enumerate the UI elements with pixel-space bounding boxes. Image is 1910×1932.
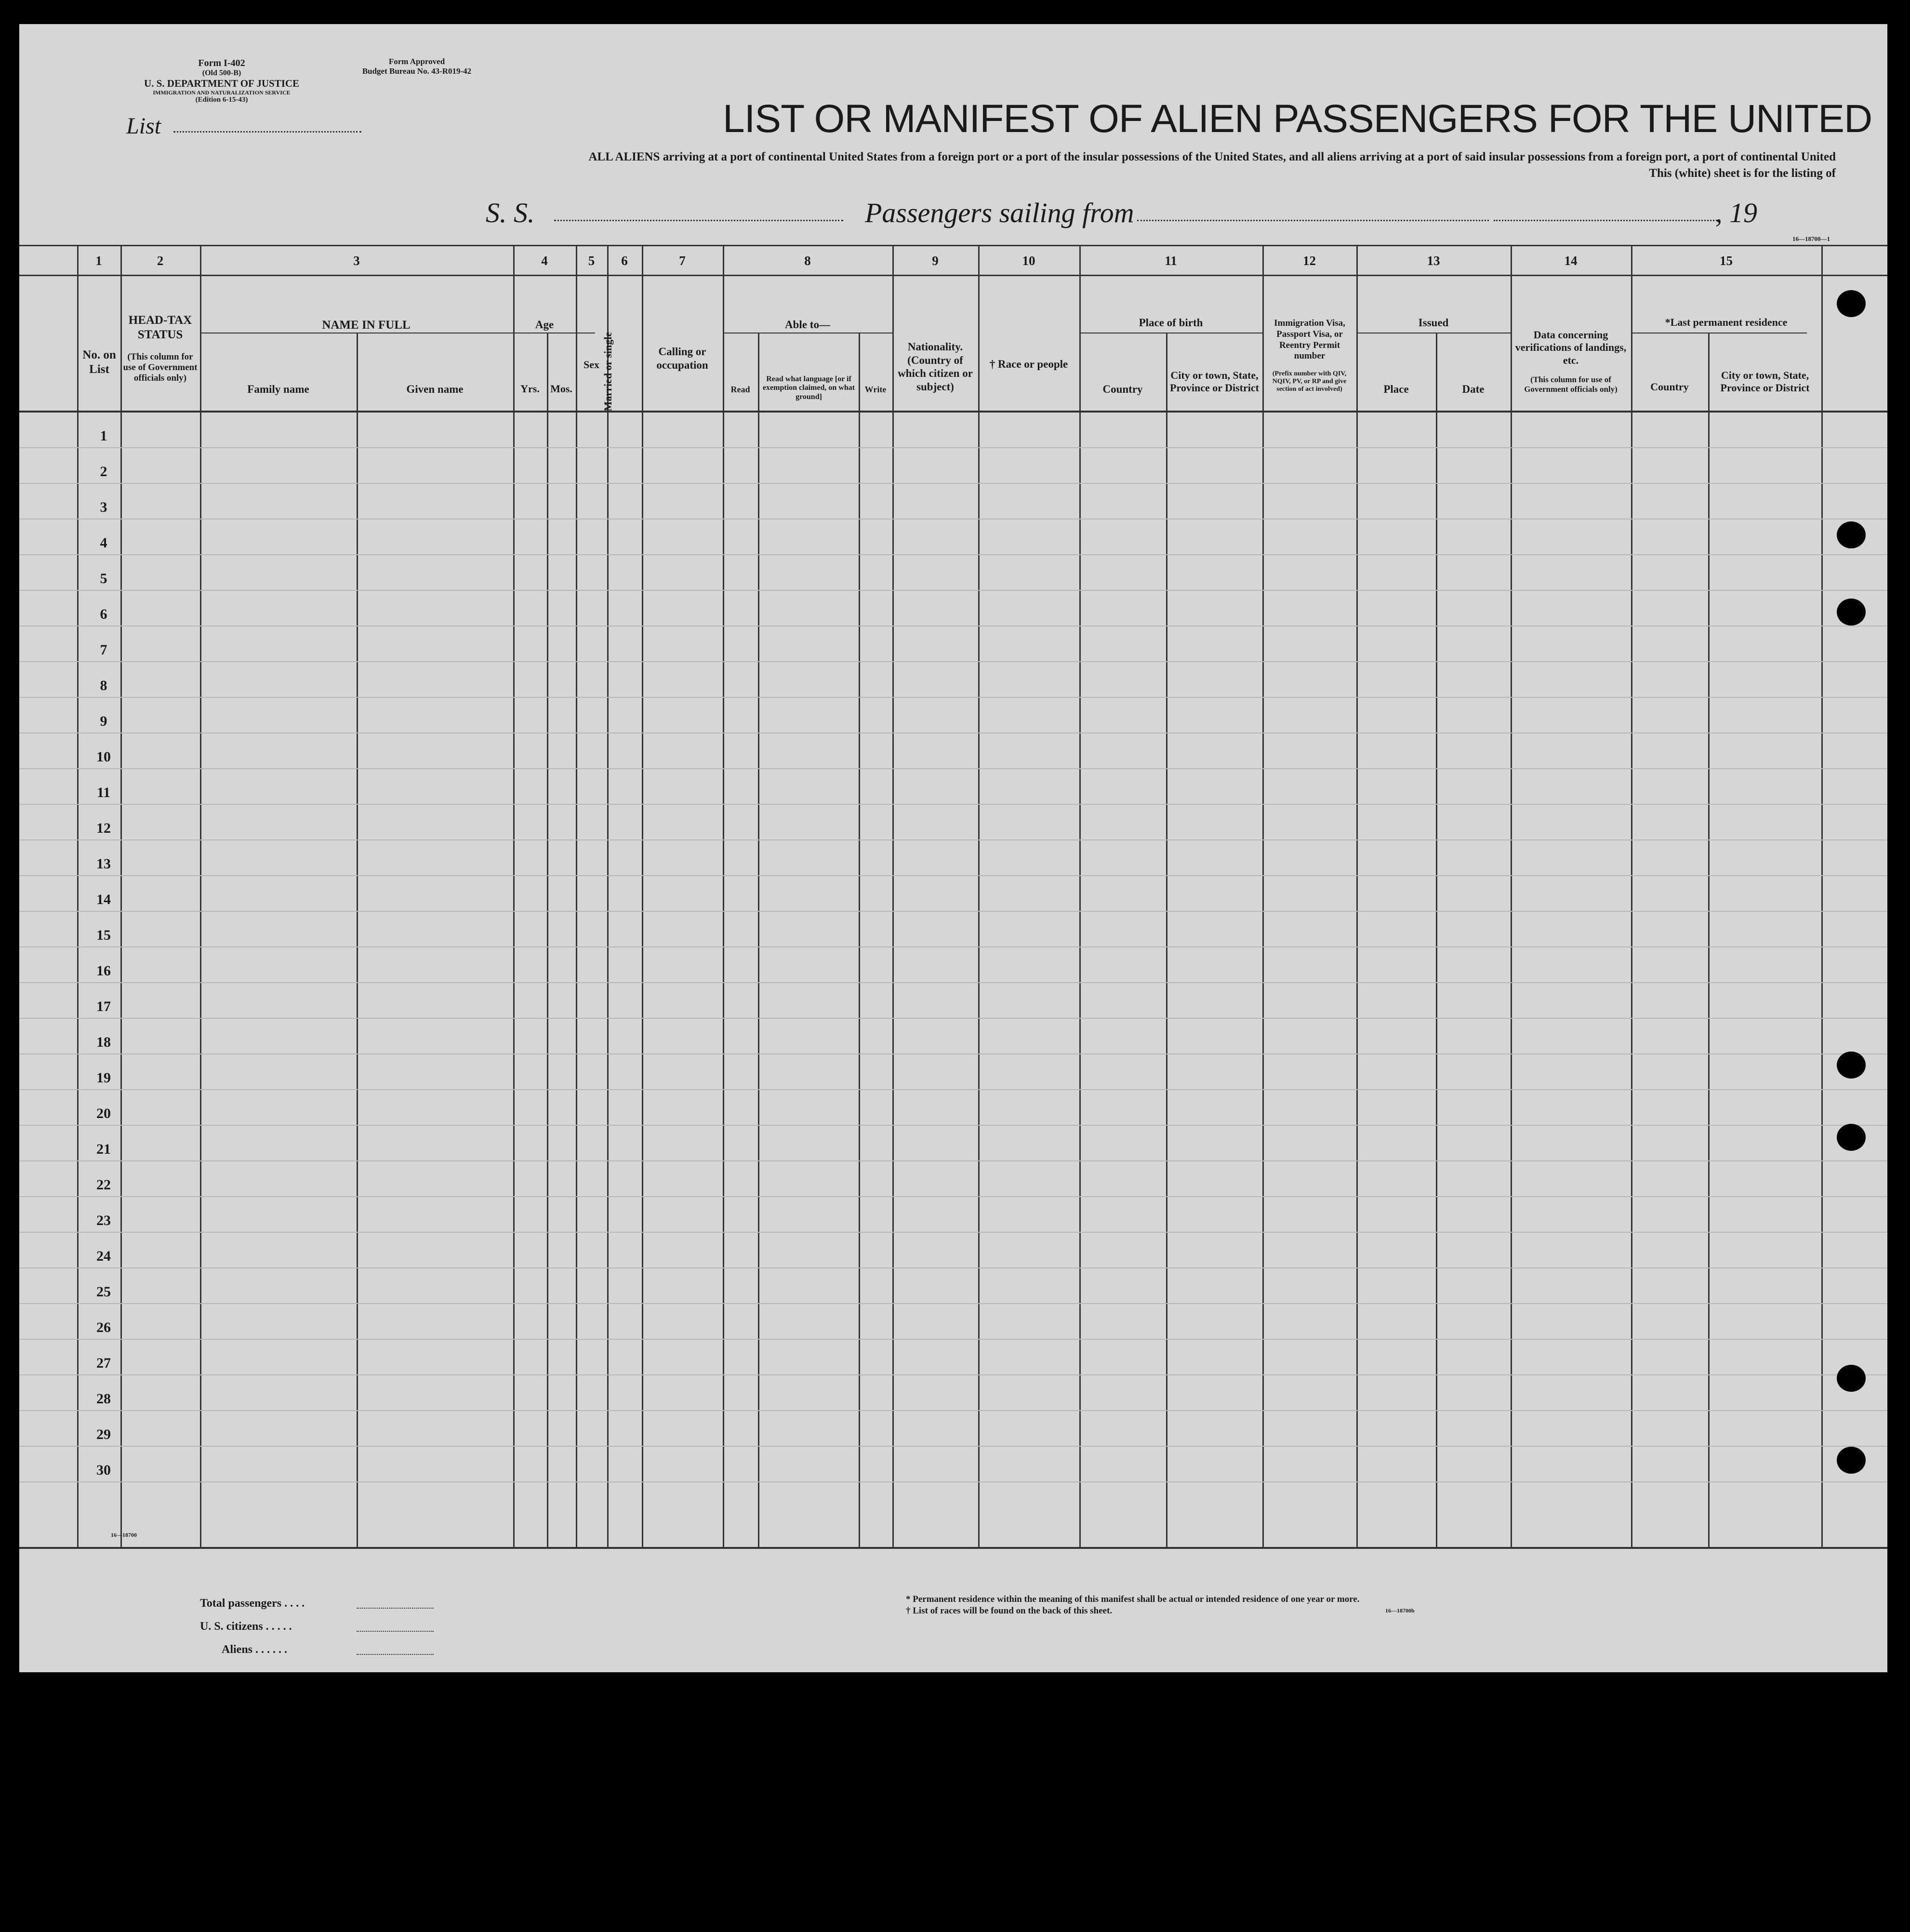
table-row xyxy=(19,804,1887,805)
col-10-label: † Race or people xyxy=(989,358,1068,370)
col-4-years: Yrs. xyxy=(520,383,540,395)
row-number: 28 xyxy=(96,1391,111,1407)
us-citizens-field[interactable] xyxy=(357,1631,434,1632)
table-row xyxy=(19,768,1887,769)
col-11-country: Country xyxy=(1102,383,1143,395)
ship-label: S. S. xyxy=(486,197,535,228)
subtitle-line-1: ALL ALIENS arriving at a port of continental United States from a foreign port or a port of the insular possessions of the United States, and all aliens arriving at a port of said insular possessions from a foreign port, a port of continental United xyxy=(588,150,1836,163)
us-citizens-text: U. S. citizens xyxy=(200,1620,263,1633)
col-5-number: 5 xyxy=(588,253,595,268)
binder-hole xyxy=(1837,290,1866,317)
table-row xyxy=(19,1303,1887,1304)
col-divider-4 xyxy=(513,245,515,1547)
row-number: 16 xyxy=(96,963,111,979)
row-number: 14 xyxy=(96,892,111,907)
col-8-label: Able to— xyxy=(785,319,830,331)
col-divider-14 xyxy=(1511,245,1512,1547)
binder-hole xyxy=(1837,1124,1866,1151)
total-passengers-text: Total passengers xyxy=(200,1597,282,1610)
col-3-label: NAME IN FULL xyxy=(322,319,411,332)
col-15-city: City or town, State, Province or District xyxy=(1720,369,1810,394)
row-number: 26 xyxy=(96,1319,111,1335)
row-number: 1 xyxy=(100,428,107,444)
form-service: IMMIGRATION AND NATURALIZATION SERVICE xyxy=(153,89,291,96)
table-row xyxy=(19,661,1887,662)
row-number: 8 xyxy=(100,678,107,693)
col-divider-12 xyxy=(1262,245,1264,1547)
footnote-code: 16—18700b xyxy=(1385,1607,1415,1614)
form-number: Form I-402 xyxy=(198,58,245,68)
col-14-note: (This column for use of Government officials only) xyxy=(1524,375,1618,394)
table-row xyxy=(19,875,1887,876)
table-row xyxy=(19,1339,1887,1340)
table-row xyxy=(19,1125,1887,1126)
row-number: 24 xyxy=(96,1248,111,1264)
col-1-number: 1 xyxy=(95,253,102,268)
footnote-races: † List of races will be found on the back of this sheet. xyxy=(906,1606,1113,1616)
budget-bureau-text: Budget Bureau No. 43-R019-42 xyxy=(362,66,472,76)
column-number-border xyxy=(19,275,1887,276)
col-8-read-language: Read what language [or if exemption claimed, on what ground] xyxy=(762,375,855,401)
col-12-note: (Prefix number with QIV, NQIV, PV, or RP and give section of act involved) xyxy=(1272,370,1347,393)
col-5-label: Sex xyxy=(584,359,599,371)
table-row xyxy=(19,554,1887,555)
col-12-number: 12 xyxy=(1303,253,1316,268)
col-divider-5 xyxy=(576,245,577,1547)
col-14-label: Data concerning verifications of landings, etc. xyxy=(1515,329,1627,366)
col-divider-15 xyxy=(1631,245,1632,1547)
col-12-label: Immigration Visa, Passport Visa, or Reentry Permit number xyxy=(1274,318,1345,361)
col-3-number: 3 xyxy=(353,253,360,268)
col-13-label: Issued xyxy=(1418,317,1449,329)
table-row xyxy=(19,1446,1887,1447)
col-4-months: Mos. xyxy=(550,383,572,395)
col-divider-15b xyxy=(1708,333,1710,1547)
col-1-label: No. on List xyxy=(82,348,116,376)
subtitle-line-2: This (white) sheet is for the listing of xyxy=(1649,167,1836,180)
table-row xyxy=(19,911,1887,912)
sailing-port-line xyxy=(1137,220,1489,221)
binder-hole xyxy=(1837,1365,1866,1392)
col-4-label: Age xyxy=(535,319,554,331)
table-row xyxy=(19,1481,1887,1482)
col-9-number: 9 xyxy=(932,253,939,268)
binder-hole xyxy=(1837,521,1866,548)
table-row xyxy=(19,1160,1887,1161)
col-divider-3 xyxy=(200,245,201,1547)
table-row xyxy=(19,1232,1887,1233)
table-row xyxy=(19,1018,1887,1019)
table-row xyxy=(19,946,1887,947)
footer-code: 16—18700 xyxy=(111,1532,137,1538)
col-13-date: Date xyxy=(1462,383,1485,395)
col-2-label: HEAD-TAX STATUS xyxy=(128,314,192,341)
row-number: 23 xyxy=(96,1212,111,1228)
table-row xyxy=(19,1196,1887,1197)
year-label: , 19 xyxy=(1715,197,1757,228)
col-13-number: 13 xyxy=(1427,253,1440,268)
col-8-number: 8 xyxy=(804,253,811,268)
form-approved-text: Form Approved xyxy=(388,57,445,66)
col-divider-9 xyxy=(892,245,894,1547)
col-7-label: Calling or occupation xyxy=(656,346,708,371)
row-number: 18 xyxy=(96,1034,111,1050)
header-bottom-border xyxy=(19,411,1887,413)
col-6-label: Married or single xyxy=(601,332,614,412)
col-8-write: Write xyxy=(864,385,887,394)
page-title: LIST OR MANIFEST OF ALIEN PASSENGERS FOR THE UNITED xyxy=(723,97,1872,141)
col-divider-11b xyxy=(1166,333,1167,1547)
col-3-given-name: Given name xyxy=(406,383,464,395)
form-department: U. S. DEPARTMENT OF JUSTICE xyxy=(144,78,300,90)
col-2-note: (This column for use of Government officials only) xyxy=(123,352,198,383)
row-number: 22 xyxy=(96,1177,111,1193)
col-7-number: 7 xyxy=(679,253,686,268)
row-number: 4 xyxy=(100,535,107,551)
ship-name-line xyxy=(554,220,843,221)
col-divider-8 xyxy=(723,245,724,1547)
corner-code: 16—18700—1 xyxy=(1792,235,1830,242)
table-top-border xyxy=(19,245,1887,246)
row-number: 7 xyxy=(100,642,107,658)
col-3-family-name: Family name xyxy=(247,383,309,395)
col-15-country: Country xyxy=(1650,381,1689,393)
row-number: 30 xyxy=(96,1462,111,1478)
row-number: 2 xyxy=(100,464,107,480)
row-number: 12 xyxy=(96,820,111,836)
binder-hole xyxy=(1837,599,1866,626)
table-row xyxy=(19,839,1887,840)
binder-hole xyxy=(1837,1052,1866,1079)
row-number: 9 xyxy=(100,713,107,729)
col-divider-10 xyxy=(978,245,980,1547)
col-divider-13 xyxy=(1356,245,1358,1547)
aliens-text: Aliens xyxy=(222,1643,253,1656)
total-passengers-label: Total passengers . . . . xyxy=(200,1597,305,1610)
col-15-number: 15 xyxy=(1720,253,1733,268)
table-row xyxy=(19,982,1887,983)
col-divider-11 xyxy=(1079,245,1081,1547)
table-row xyxy=(19,483,1887,484)
row-number: 11 xyxy=(96,785,111,800)
list-number-line xyxy=(173,131,361,133)
row-number: 3 xyxy=(100,499,107,515)
row-number: 27 xyxy=(96,1355,111,1371)
row-number: 20 xyxy=(96,1106,111,1121)
row-number: 25 xyxy=(96,1284,111,1300)
row-number: 10 xyxy=(96,749,111,765)
aliens-label: Aliens . . . . . . xyxy=(222,1643,288,1656)
footnote-residence: * Permanent residence within the meaning of this manifest shall be actual or intended residence of one year or more. xyxy=(906,1594,1360,1604)
row-number: 19 xyxy=(96,1070,111,1086)
table-row xyxy=(19,697,1887,698)
us-citizens-label: U. S. citizens . . . . . xyxy=(200,1620,292,1633)
form-edition: (Edition 6-15-43) xyxy=(195,96,248,104)
table-row xyxy=(19,519,1887,520)
col-11-label: Place of birth xyxy=(1139,317,1203,329)
form-info xyxy=(120,58,323,105)
row-number: 21 xyxy=(96,1141,111,1157)
row-number: 5 xyxy=(100,571,107,586)
col-11-number: 11 xyxy=(1165,253,1177,268)
col-4-number: 4 xyxy=(541,253,548,268)
col-divider-4b xyxy=(547,333,548,1547)
col-divider-6 xyxy=(607,245,609,1547)
col-11-city: City or town, State, Province or District xyxy=(1170,369,1259,394)
table-bottom-border xyxy=(19,1547,1887,1549)
col-14-number: 14 xyxy=(1564,253,1578,268)
table-row xyxy=(19,1374,1887,1375)
row-number: 29 xyxy=(96,1426,111,1442)
col-2-number: 2 xyxy=(157,253,164,268)
col-divider-1 xyxy=(77,245,79,1547)
col-divider-7 xyxy=(642,245,643,1547)
col-15-label: *Last permanent residence xyxy=(1665,316,1788,328)
table-row xyxy=(19,1053,1887,1054)
table-row xyxy=(19,1267,1887,1268)
col-10-number: 10 xyxy=(1022,253,1035,268)
col-divider-8b xyxy=(758,333,759,1547)
row-number: 6 xyxy=(100,606,107,622)
col-divider-2 xyxy=(120,245,122,1547)
col-divider-13b xyxy=(1436,333,1437,1547)
col-divider-8c xyxy=(859,333,860,1547)
sailing-date-line xyxy=(1494,220,1720,221)
form-old-number: (Old 500-B) xyxy=(202,69,241,77)
table-row xyxy=(19,1089,1887,1090)
row-number: 15 xyxy=(96,927,111,943)
col-9-label: Nationality. (Country of which citizen or subject) xyxy=(898,341,973,393)
aliens-field[interactable] xyxy=(357,1654,434,1655)
col-divider-16 xyxy=(1821,245,1823,1547)
sailing-label: Passengers sailing from xyxy=(865,197,1134,228)
binder-hole xyxy=(1837,1447,1866,1474)
list-label: List xyxy=(126,113,161,139)
manifest-sheet xyxy=(19,24,1887,1672)
total-passengers-field[interactable] xyxy=(357,1608,434,1609)
table-row xyxy=(19,447,1887,448)
col-13-place: Place xyxy=(1383,383,1409,395)
col-8-read: Read xyxy=(730,385,750,394)
row-number: 13 xyxy=(96,856,111,872)
row-number: 17 xyxy=(96,999,111,1014)
table-row xyxy=(19,590,1887,591)
col-divider-3b xyxy=(357,333,358,1547)
form-approval xyxy=(337,57,496,76)
col-6-number: 6 xyxy=(621,253,628,268)
table-row xyxy=(19,1410,1887,1411)
